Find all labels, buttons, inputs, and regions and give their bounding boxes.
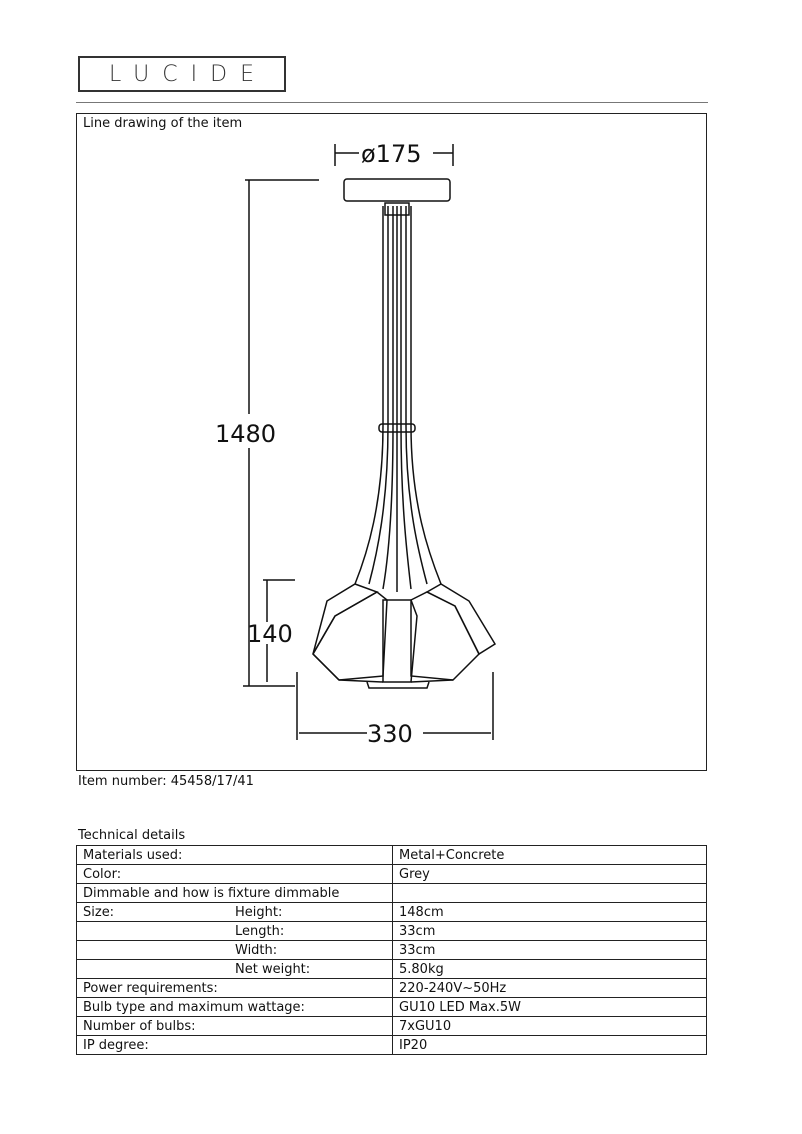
shade-shape <box>313 584 377 654</box>
spec-sublabel: Length: <box>235 923 285 939</box>
spec-row <box>77 1017 707 1036</box>
shade-shape <box>411 592 479 680</box>
spec-value: 5.80kg <box>393 960 707 979</box>
spec-label-cell <box>77 941 393 960</box>
spec-row <box>77 979 707 998</box>
spec-value: 33cm <box>393 941 707 960</box>
shade-shape <box>313 592 387 680</box>
spec-row <box>77 922 707 941</box>
spec-label: Size: <box>83 904 115 920</box>
spec-value: 148cm <box>393 903 707 922</box>
spec-label: Dimmable and how is fixture dimmable <box>77 884 393 903</box>
dim-height-label: 1480 <box>215 420 277 448</box>
cable-line <box>355 206 383 584</box>
header-divider <box>76 102 708 103</box>
spec-row <box>77 884 707 903</box>
technical-details-table <box>76 845 707 1055</box>
spec-row <box>77 846 707 865</box>
spec-value: IP20 <box>393 1036 707 1055</box>
spec-label: IP degree: <box>77 1036 393 1055</box>
spec-label: Bulb type and maximum wattage: <box>77 998 393 1017</box>
technical-details-title: Technical details <box>78 828 186 843</box>
spec-row <box>77 998 707 1017</box>
cable-line <box>406 206 427 584</box>
spec-value: 220-240V~50Hz <box>393 979 707 998</box>
spec-sublabel: Height: <box>235 904 283 920</box>
spec-row <box>77 941 707 960</box>
dim-shade-height-label: 140 <box>247 620 293 648</box>
spec-value: Grey <box>393 865 707 884</box>
spec-value: Metal+Concrete <box>393 846 707 865</box>
spec-row <box>77 960 707 979</box>
cable-line <box>411 206 441 584</box>
lamp-line-drawing <box>77 114 708 772</box>
spec-label: Materials used: <box>77 846 393 865</box>
spec-value: 7xGU10 <box>393 1017 707 1036</box>
shade-shape <box>383 600 417 682</box>
spec-sublabel: Net weight: <box>235 961 311 977</box>
spec-value <box>393 884 707 903</box>
spec-label: Number of bulbs: <box>77 1017 393 1036</box>
line-drawing-panel <box>76 113 707 771</box>
dim-width-label: 330 <box>367 720 413 748</box>
spec-row <box>77 903 707 922</box>
spec-label-cell <box>77 922 393 941</box>
canopy-shape <box>344 179 450 201</box>
spec-sublabel: Width: <box>235 942 278 958</box>
spec-row <box>77 1036 707 1055</box>
spec-label-cell <box>77 903 393 922</box>
shade-shape <box>427 584 495 654</box>
spec-label: Power requirements: <box>77 979 393 998</box>
brand-logo <box>78 56 286 92</box>
spec-label: Color: <box>77 865 393 884</box>
item-number: Item number: 45458/17/41 <box>78 774 254 789</box>
spec-value: 33cm <box>393 922 707 941</box>
brand-logo-text: LUCIDE <box>109 61 267 87</box>
spec-label-cell <box>77 960 393 979</box>
shade-bottom <box>367 682 429 688</box>
spec-row <box>77 865 707 884</box>
drawing-caption: Line drawing of the item <box>83 116 243 131</box>
spec-value: GU10 LED Max.5W <box>393 998 707 1017</box>
dim-diameter-label: ø175 <box>361 140 422 168</box>
